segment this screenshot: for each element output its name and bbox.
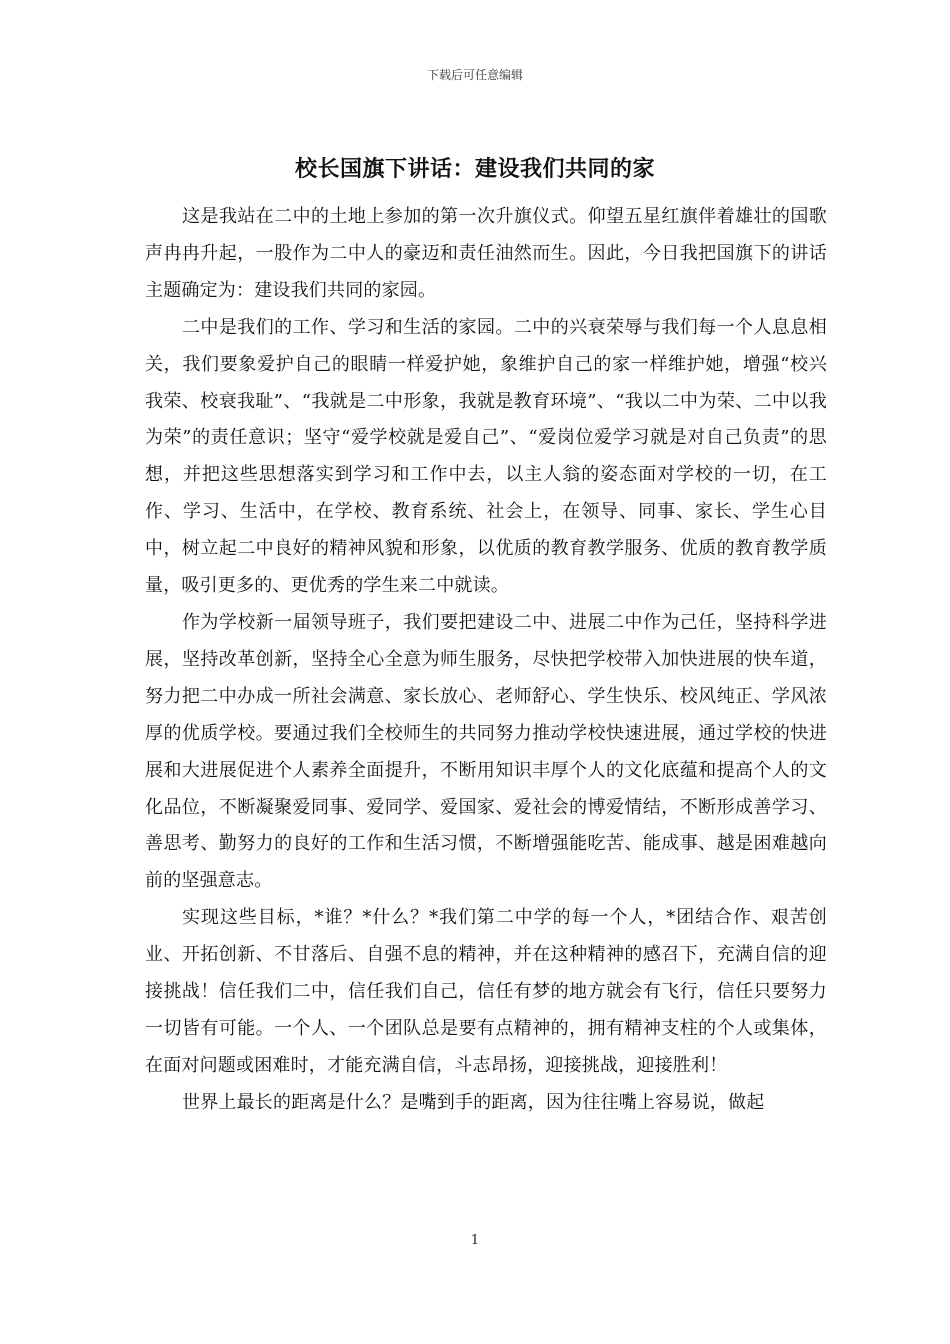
paragraph: 世界上最长的距离是什么？是嘴到手的距离，因为往往嘴上容易说，做起: [182, 1091, 765, 1113]
paragraph: 实现这些目标，*谁？*什么？*我们第二中学的每一个人，*团结合作、艰苦创业、开拓创新、不甘落后、自强不息的精神，并在这种精神的感召下，充满自信的迎接挑战！信任我们二中，信任我们自己，信任有梦的地方就会有飞行，信任只要努力一切皆有可能。一个人、一个团队总是要有点精神的，拥有精神支柱的个人或集体，在面对问题或困难时，才能充满自信，斗志昂扬，迎接挑战，迎接胜利！: [145, 907, 827, 1076]
paragraph: 这是我站在二中的土地上参加的第一次升旗仪式。仰望五星红旗伴着雄壮的国歌声冉冉升起，一股作为二中人的豪迈和责任油然而生。因此，今日我把国旗下的讲话主题确定为：建设我们共同的家园。: [145, 206, 827, 301]
document-title: 校长国旗下讲话：建设我们共同的家: [294, 157, 655, 182]
page-header-note: 下载后可任意编辑: [426, 68, 523, 82]
page-number: 1: [470, 1233, 480, 1248]
paragraph: 作为学校新一届领导班子，我们要把建设二中、进展二中作为己任，坚持科学进展，坚持改革创新，坚持全心全意为师生服务，尽快把学校带入加快进展的快车道，努力把二中办成一所社会满意、家长放心、老师舒心、学生快乐、校风纯正、学风浓厚的优质学校。要通过我们全校师生的共同努力推动学校快速进展，通过学校的快进展和大进展促进个人素养全面提升，不断用知识丰厚个人的文化底蕴和提高个人的文化品位，不断凝聚爱同事、爱同学、爱国家、爱社会的博爱情结，不断形成善学习、善思考、勤努力的良好的工作和生活习惯，不断增强能吃苦、能成事、越是困难越向前的坚强意志。: [145, 611, 827, 892]
paragraph: 二中是我们的工作、学习和生活的家园。二中的兴衰荣辱与我们每一个人息息相关，我们要象爱护自己的眼睛一样爱护她，象维护自己的家一样维护她，增强“校兴我荣、校衰我耻”、“我就是二中形象，我就是教育环境”、“我以二中为荣、二中以我为荣”的责任意识；坚守“爱学校就是爱自己”、“爱岗位爱学习就是对自己负责”的思想，并把这些思想落实到学习和工作中去，以主人翁的姿态面对学校的一切，在工作、学习、生活中，在学校、教育系统、社会上，在领导、同事、家长、学生心目中，树立起二中良好的精神风貌和形象，以优质的教育教学服务、优质的教育教学质量，吸引更多的、更优秀的学生来二中就读。: [145, 316, 827, 597]
document-body: [145, 199, 827, 1122]
